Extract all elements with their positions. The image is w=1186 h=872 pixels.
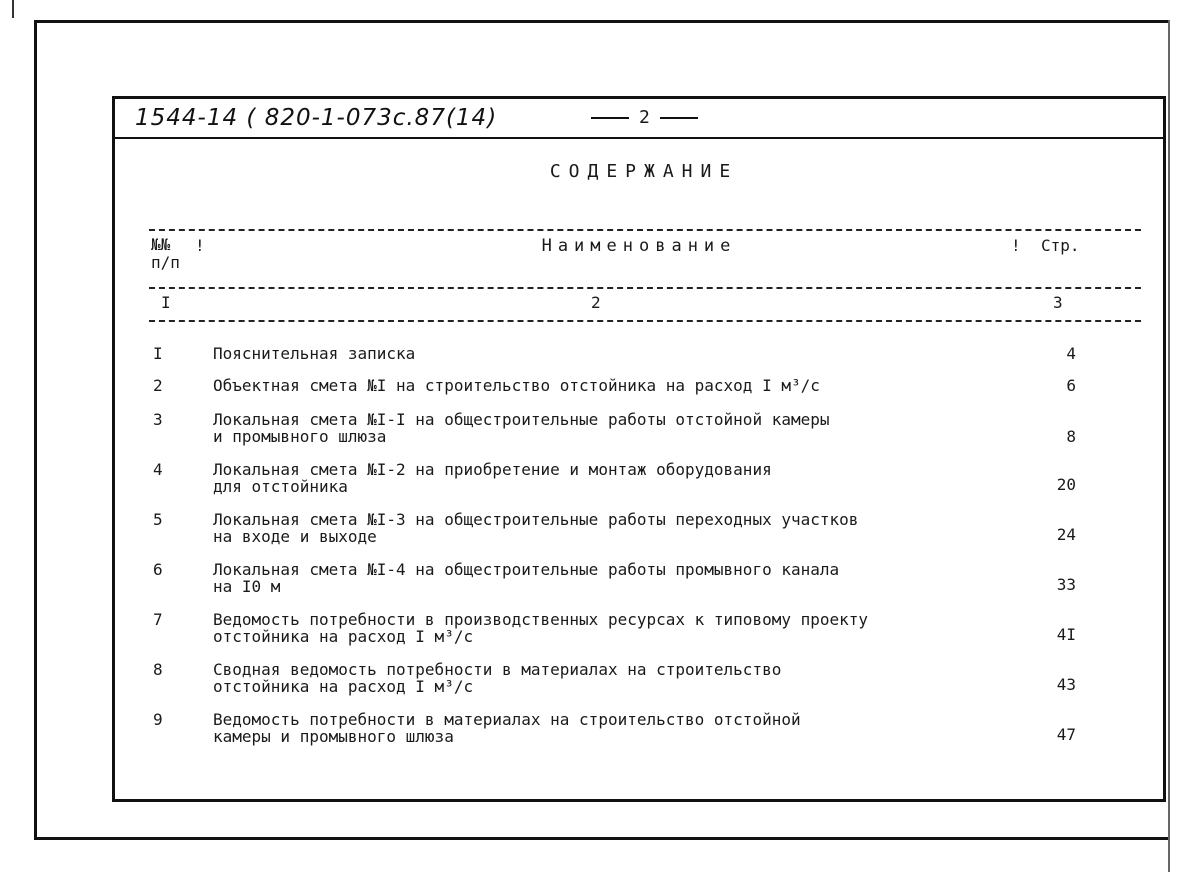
col-num-header: №№ п/п: [151, 235, 180, 272]
col-name-header: Наименование: [541, 236, 737, 256]
col-separator: !: [1011, 236, 1021, 255]
col-index-2: 2: [591, 293, 601, 312]
header-rule: [149, 287, 1141, 289]
index-rule: [149, 320, 1141, 322]
col-index-1: I: [161, 293, 171, 312]
col-index-3: 3: [1053, 293, 1063, 312]
corner-mark: [12, 0, 14, 18]
edge-line: [1168, 20, 1170, 872]
page-number: 2: [581, 107, 708, 128]
table-top-rule: [149, 229, 1141, 231]
col-page-header: Стр.: [1041, 236, 1080, 255]
stamp-row: [115, 99, 1163, 139]
col-separator: !: [195, 236, 205, 255]
page-title: СОДЕРЖАНИЕ: [549, 161, 739, 182]
doc-code: 1544-14 ( 820-1-073с.87(14): [135, 105, 498, 131]
document-sheet: 1544-14 ( 820-1-073с.87(14) 2 СОДЕРЖАНИЕ №№ п/п ! Наименование ! Стр. I 2 3 I Пояснительная записка 4 2 Объектная смета №I на строительство отстойника на расход I м³/с 6 3 Локальная смета №I-I на общестроительные работы отстойной камеры и промывного шлюза 8 4 Локальная смета №I-2 на приобретение и монтаж оборудования для отстойника 20 5 Локальная смета №I-3 на общестроительные работы переходных участков на входе и выходе 24 6 Локальная смета №I-4 на общестроительные работы промывного канала на I0 м 33 7 Ведомость потребности в производственных ресурсах к типовому проекту отстойника на расход I м³/с 4I 8 Сводная ведомость потребности в материалах на строительство отстойника на расход I м³/с 43 9 Ведомость потребности в материалах на строительство отстойной камеры и промывного шлюза 47: [112, 96, 1166, 802]
